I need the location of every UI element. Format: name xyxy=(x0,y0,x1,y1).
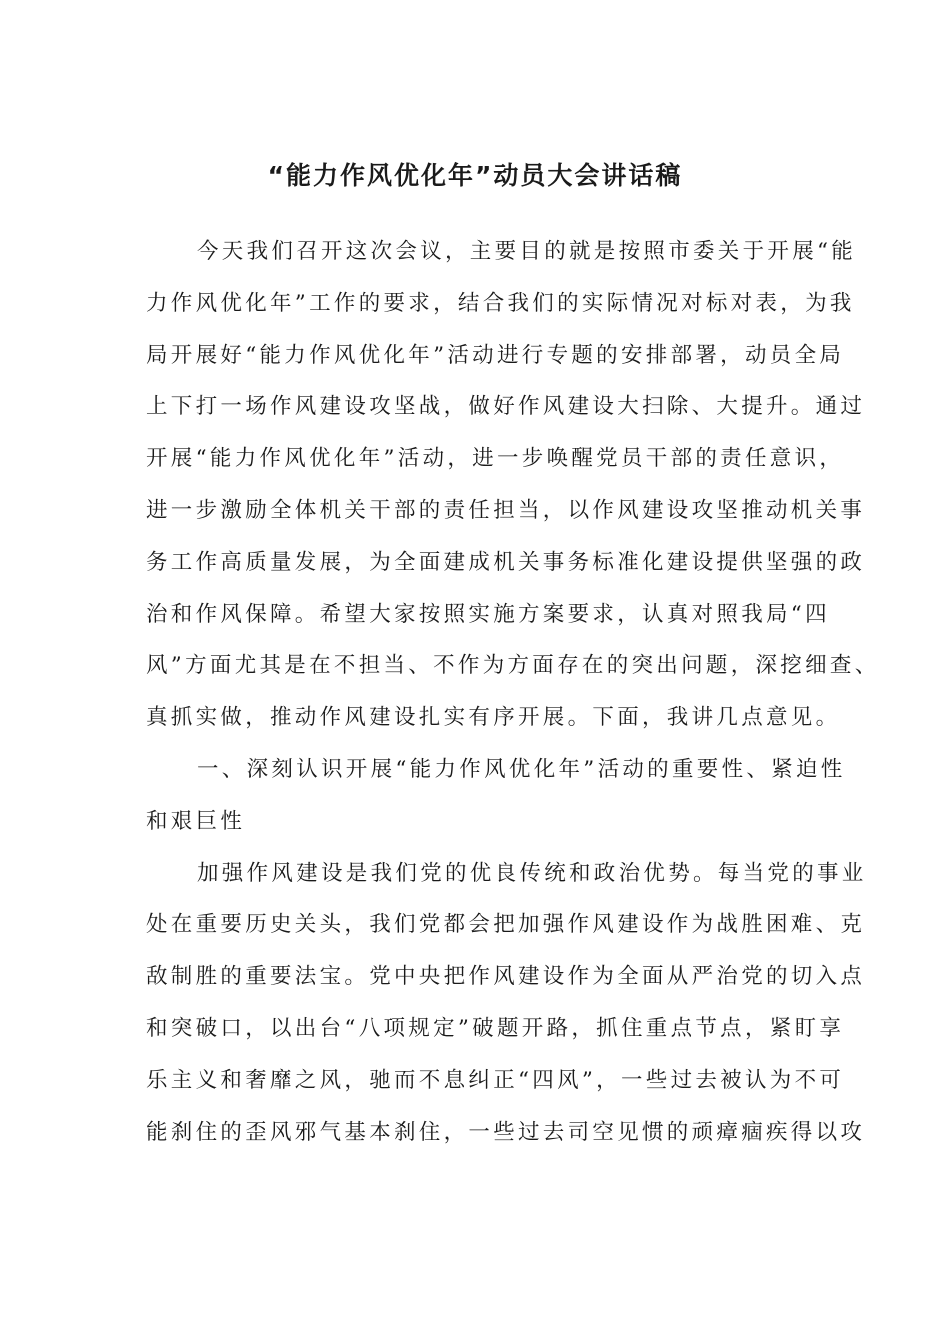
text-line: 上下打一场作风建设攻坚战，做好作风建设大扫除、大提升。通过 xyxy=(146,394,866,420)
document-title: “能力作风优化年”动员大会讲话稿 xyxy=(267,161,683,190)
text-line: 真抓实做，推动作风建设扎实有序开展。下面，我讲几点意见。 xyxy=(146,705,841,731)
text-line: 处在重要历史关头，我们党都会把加强作风建设作为战胜困难、克 xyxy=(146,912,866,938)
text-line: 进一步激励全体机关干部的责任担当，以作风建设攻坚推动机关事 xyxy=(146,497,866,523)
section-heading-line: 一、深刻认识开展“能力作风优化年”活动的重要性、紧迫性 xyxy=(197,756,846,782)
text-line: 务工作高质量发展，为全面建成机关事务标准化建设提供坚强的政 xyxy=(146,549,866,575)
section-heading-line: 和艰巨性 xyxy=(146,808,246,834)
text-line: 今天我们召开这次会议，主要目的就是按照市委关于开展“能 xyxy=(197,239,857,264)
text-line: 能刹住的歪风邪气基本刹住，一些过去司空见惯的顽瘴痼疾得以攻 xyxy=(146,1119,866,1145)
text-line: 加强作风建设是我们党的优良传统和政治优势。每当党的事业 xyxy=(197,860,867,886)
document-body xyxy=(146,234,880,1166)
text-line: 治和作风保障。希望大家按照实施方案要求，认真对照我局“四 xyxy=(146,601,830,627)
text-line: 乐主义和奢靡之风，驰而不息纠正“四风”，一些过去被认为不可 xyxy=(146,1067,845,1093)
text-line: 和突破口，以出台“八项规定”破题开路，抓住重点节点，紧盯享 xyxy=(146,1015,845,1041)
text-line: 力作风优化年”工作的要求，结合我们的实际情况对标对表，为我 xyxy=(146,290,855,316)
text-line: 开展“能力作风优化年”活动，进一步唤醒党员干部的责任意识， xyxy=(146,446,845,472)
text-line: 敌制胜的重要法宝。党中央把作风建设作为全面从严治党的切入点 xyxy=(146,964,866,990)
text-line: 风”方面尤其是在不担当、不作为方面存在的突出问题，深挖细查、 xyxy=(146,653,880,679)
text-line: 局开展好“能力作风优化年”活动进行专题的安排部署，动员全局 xyxy=(146,342,845,368)
